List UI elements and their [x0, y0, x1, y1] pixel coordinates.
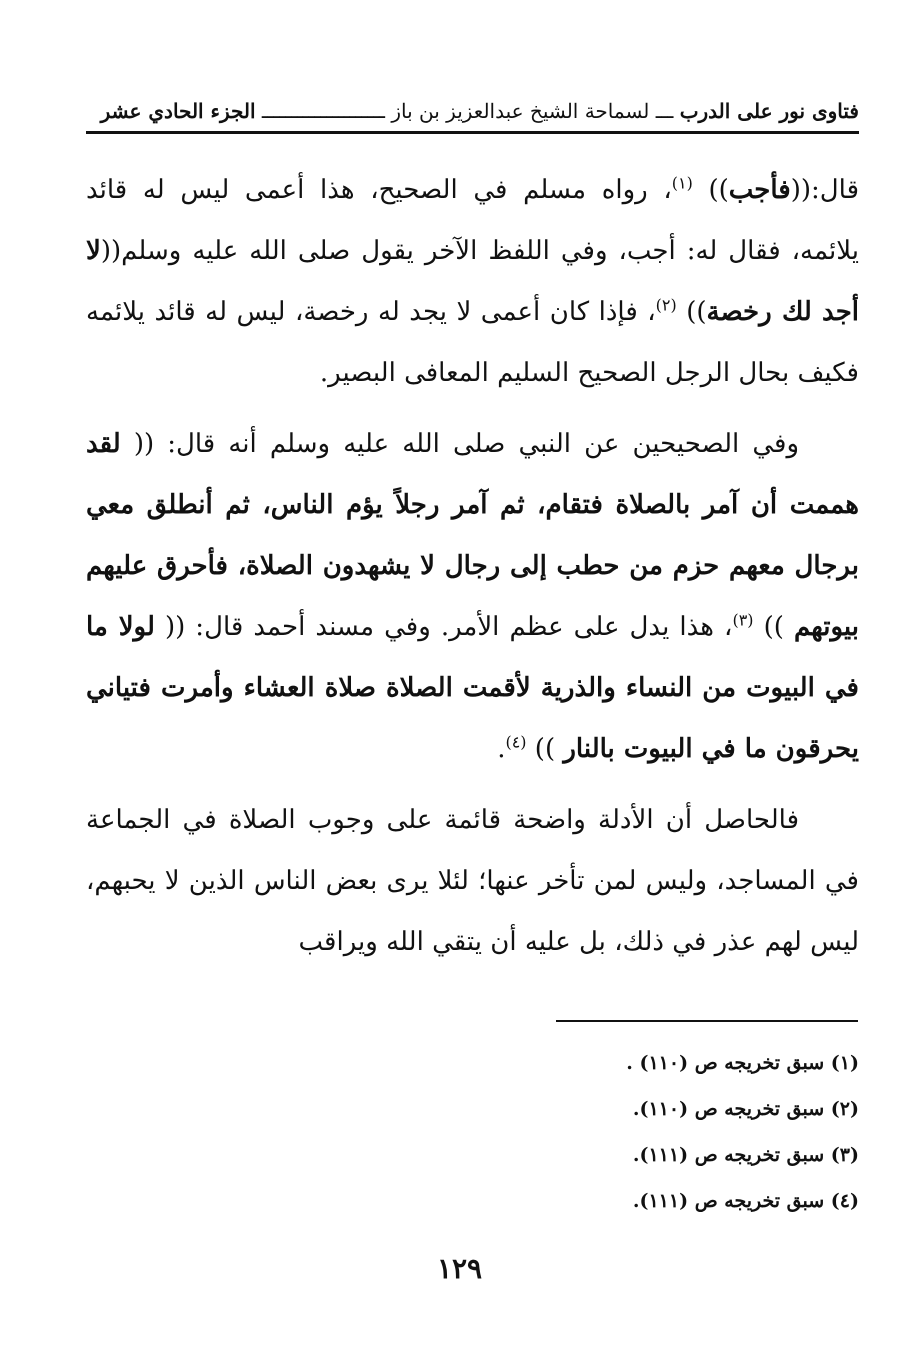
text-run: ، رواه مسلم في الصحيح، هذا أعمى ليس له قائد يلائمه، فقال له: أجب، وفي اللفظ الآخر يقول صلى الله عليه وسلم(( — [86, 175, 859, 266]
text-run: . — [497, 734, 506, 764]
footnotes — [300, 1040, 859, 1224]
footnote: (٤) سبق تخريجه ص (١١١). — [632, 1190, 859, 1212]
book-title: فتاوى نور على الدرب — [679, 99, 859, 123]
text-run: ، هذا يدل على عظم الأمر. وفي مسند أحمد قال: (( — [154, 612, 733, 642]
quoted-text: لقد هممت أن آمر بالصلاة فتقام، ثم آمر رجلاً يؤم الناس، ثم أنطلق معي برجال معهم حزم من حطب إلى رجال لا يشهدون الصلاة، فأحرق عليهم بيوتهم — [86, 429, 860, 642]
quoted-text: فأجب — [728, 175, 791, 205]
paragraph — [86, 790, 859, 973]
text-run: )) — [526, 734, 564, 764]
text-run: )) — [692, 175, 729, 205]
paragraph — [86, 414, 859, 780]
text-run: فالحاصل أن الأدلة واضحة قائمة على وجوب الصلاة في الجماعة في المساجد، وليس لمن تأخر عنها؛ لئلا يرى بعض الناس الذين لا يحبهم، ليس لهم عذر في ذلك، بل عليه أن يتقي الله ويراقب — [86, 805, 859, 957]
main-text — [86, 160, 859, 983]
author-name: لسماحة الشيخ عبدالعزيز بن باز — [391, 99, 650, 123]
text-run: قال:(( — [790, 175, 860, 205]
text-run: وفي الصحيحين عن النبي صلى الله عليه وسلم أنه قال: (( — [120, 429, 799, 459]
quoted-text: لا أجد لك رخصة — [86, 236, 860, 327]
header-rule — [86, 131, 859, 134]
footnote-reference: (٢) — [655, 295, 677, 315]
footnote-reference: (٤) — [505, 732, 527, 752]
footnote-reference: (٣) — [732, 610, 754, 630]
text-run: )) — [753, 612, 794, 642]
footnote-rule — [556, 1020, 858, 1022]
quoted-text: لولا ما في البيوت من النساء والذرية لأقمت الصلاة صلاة العشاء وأمرت فتياني يحرقون ما في البيوت بالنار — [86, 612, 859, 764]
running-header: فتاوى نور على الدرب ـــ لسماحة الشيخ عبدالعزيز بن باز ـــــــــــــــــــــ الجزء الحادي عشر — [86, 92, 859, 134]
footnote: (١) سبق تخريجه ص (١١٠) . — [626, 1052, 859, 1074]
footnote: (٣) سبق تخريجه ص (١١١). — [632, 1144, 859, 1166]
paragraph — [86, 160, 859, 404]
text-run: ، فإذا كان أعمى لا يجد له رخصة، ليس له قائد يلائمه فكيف بحال الرجل الصحيح السليم المعافى البصير. — [86, 297, 859, 388]
volume-label: الجزء الحادي عشر — [100, 99, 256, 123]
page-number: ١٢٩ — [436, 1252, 483, 1285]
footnote: (٢) سبق تخريجه ص (١١٠). — [632, 1098, 859, 1120]
text-run: )) — [676, 297, 707, 327]
footnote-reference: (١) — [671, 173, 693, 193]
